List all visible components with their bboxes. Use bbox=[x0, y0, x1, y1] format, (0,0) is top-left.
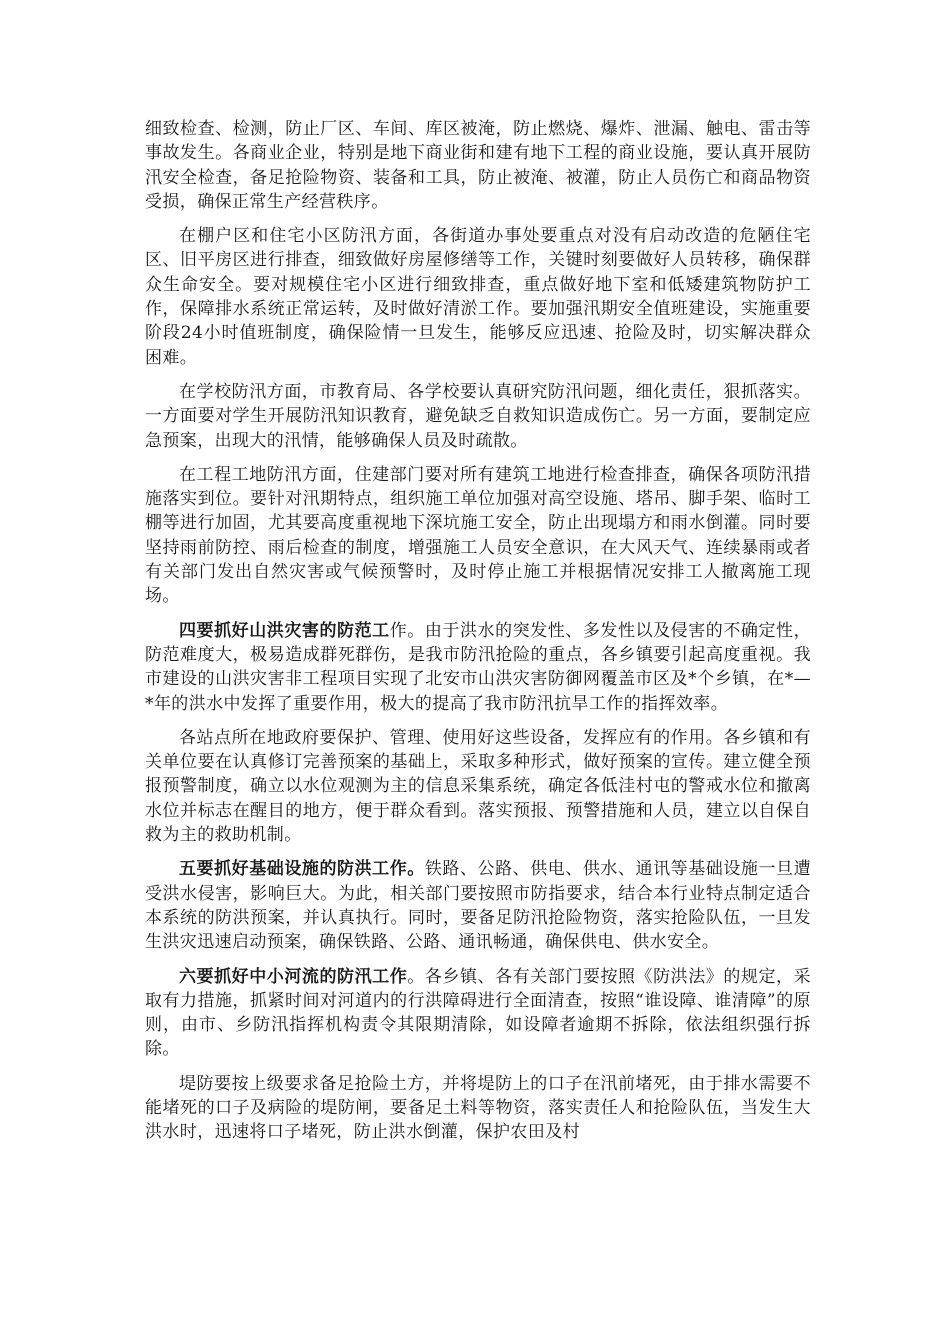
paragraph-text: 铁路、公路、供电、供水、通讯等基础设施一旦遭受洪水侵害，影响巨大。为此，相关部门要按照市防指要求，结合本行业特点制定适合本系统的防洪预案，并认真执行。同时，要备足防汛抢险物资，落实抢险队伍，一旦发生洪灾迅速启动预案，确保铁路、公路、通讯畅通，确保供电、供水安全。 bbox=[145, 859, 811, 953]
paragraph-text: 各站点所在地政府要保护、管理、使用好这些设备，发挥应有的作用。各乡镇和有关单位要在认真修订完善预案的基础上，采取多种形式，做好预案的宣传。建立健全预报预警制度，确立以水位观测为主的信息采集系统，确定各低洼村屯的警戒水位和撤离水位并标志在醒目的地方，便于群众看到。落实预报、预警措施和人员，建立以自保自救为主的救助机制。 bbox=[145, 727, 811, 846]
paragraph-lead: 六要抓好中小河流的防汛工作 bbox=[179, 966, 408, 987]
paragraph-text: 在棚户区和住宅小区防汛方面，各街道办事处要重点对没有启动改造的危陋住宅区、旧平房区进行排查，细致做好房屋修缮等工作，关键时刻要做好人员转移，确保群众生命安全。要对规模住宅小区进行细致排查，重点做好地下室和低矮建筑物防护工作，保障排水系统正常运转，及时做好清淤工作。要加强汛期安全值班建设，实施重要阶段24小时值班制度，确保险情一旦发生，能够反应迅速、抢险及时，切实解决群众困难。 bbox=[145, 226, 811, 368]
paragraph-text: 在学校防汛方面，市教育局、各学校要认真研究防汛问题，细化责任，狠抓落实。一方面要对学生开展防汛知识教育，避免缺乏自救知识造成伤亡。另一方面，要制定应急预案，出现大的汛情，能够确保人员及时疏散。 bbox=[145, 381, 811, 451]
paragraph-6 bbox=[145, 726, 811, 847]
paragraph-4 bbox=[145, 463, 811, 609]
paragraph-5 bbox=[145, 619, 811, 716]
paragraph-7 bbox=[145, 857, 811, 954]
paragraph-9 bbox=[145, 1072, 811, 1145]
paragraph-1 bbox=[145, 117, 811, 214]
paragraph-2 bbox=[145, 224, 811, 370]
paragraph-8 bbox=[145, 965, 811, 1062]
paragraph-text: 作。由于洪水的突发性、多发性以及侵害的不确定性，防范难度大，极易造成群死群伤，是我市防汛抢险的重点，各乡镇要引起高度重视。我市建设的山洪灾害非工程项目实现了北安市山洪灾害防御网覆盖市区及*个乡镇，在*—*年的洪水中发挥了重要作用，极大的提高了我市防汛抗旱工作的指挥效率。 bbox=[145, 620, 811, 714]
paragraph-text: 细致检查、检测，防止厂区、车间、库区被淹，防止燃烧、爆炸、泄漏、触电、雷击等事故发生。各商业企业，特别是地下商业街和建有地下工程的商业设施，要认真开展防汛安全检查，备足抢险物资、装备和工具，防止被淹、被灌，防止人员伤亡和商品物资受损，确保正常生产经营秩序。 bbox=[145, 119, 811, 212]
paragraph-text: 在工程工地防汛方面，住建部门要对所有建筑工地进行检查排查，确保各项防汛措施落实到位。要针对汛期特点，组织施工单位加强对高空设施、塔吊、脚手架、临时工棚等进行加固，尤其要高度重视地下深坑施工安全，防止出现塌方和雨水倒灌。同时要坚持雨前防控、雨后检查的制度，增强施工人员安全意识，在大风天气、连续暴雨或者有关部门发出自然灾害或气候预警时，及时停止施工并根据情况安排工人撤离施工现场。 bbox=[145, 464, 811, 607]
paragraph-text: 。各乡镇、各有关部门要按照《防洪法》的规定，采取有力措施，抓紧时间对河道内的行洪障碍进行全面清查，按照“谁设障、谁清障”的原则，由市、乡防汛指挥机构责令其限期清除，如设障者逾期不拆除，依法组织强行拆除。 bbox=[145, 966, 811, 1060]
paragraph-3 bbox=[145, 380, 811, 453]
paragraph-lead: 四要抓好山洪灾害的防范工 bbox=[179, 620, 390, 641]
paragraph-lead: 五要抓好基础设施的防洪工作。 bbox=[179, 859, 425, 880]
document-body bbox=[145, 117, 811, 1155]
paragraph-text: 堤防要按上级要求备足抢险土方，并将堤防上的口子在汛前堵死，由于排水需要不能堵死的口子及病险的堤防闸，要备足土料等物资，落实责任人和抢险队伍，当发生大洪水时，迅速将口子堵死，防止洪水倒灌，保护农田及村 bbox=[145, 1073, 811, 1143]
